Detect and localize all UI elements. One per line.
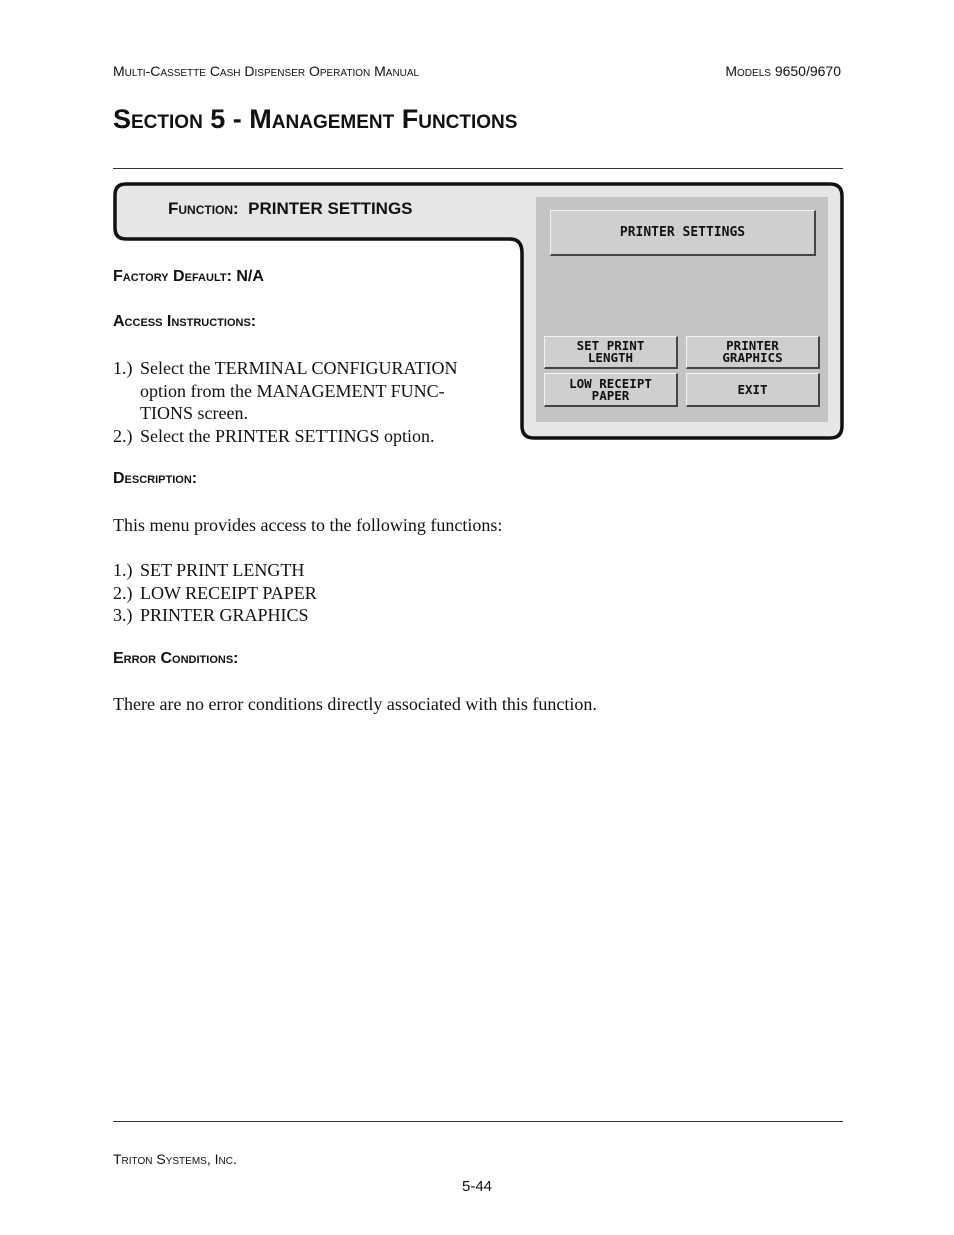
- list-item: [113, 357, 488, 425]
- list-item: [113, 604, 513, 627]
- function-name: PRINTER SETTINGS: [248, 199, 413, 218]
- list-text: LOW RECEIPT PAPER: [140, 582, 317, 603]
- running-header-models: Models 9650/9670: [725, 63, 841, 79]
- atm-screen: [536, 197, 828, 422]
- errors-text: There are no error conditions directly associated with this function.: [113, 694, 597, 714]
- screen-title-printer-settings: PRINTER SETTINGS: [550, 210, 816, 256]
- screen-button-low-receipt-paper[interactable]: LOW RECEIPT PAPER: [544, 373, 678, 407]
- access-steps: [113, 357, 488, 447]
- errors-heading: Error Conditions:: [113, 650, 239, 667]
- list-text: PRINTER GRAPHICS: [140, 605, 309, 625]
- factory-default-value: N/A: [236, 268, 264, 285]
- list-text: Select the PRINTER SETTINGS option.: [140, 425, 435, 446]
- list-item: [113, 559, 513, 582]
- screen-button-printer-graphics[interactable]: PRINTER GRAPHICS: [686, 336, 820, 369]
- function-label: Function:: [168, 199, 239, 218]
- access-heading: Access Instructions:: [113, 313, 257, 330]
- page-number: 5-44: [461, 1178, 493, 1195]
- list-text: Select the TERMINAL CONFIGURATION option from the MANAGEMENT FUNC-TIONS screen.: [140, 358, 458, 423]
- list-number: 1.): [113, 560, 133, 580]
- screen-button-set-print-length[interactable]: SET PRINT LENGTH: [544, 336, 678, 369]
- running-header-title: Multi-Cassette Cash Dispenser Operation Manual: [113, 63, 420, 79]
- description-items: [113, 559, 513, 627]
- list-number: 1.): [113, 358, 133, 378]
- screen-button-exit[interactable]: EXIT: [686, 373, 820, 407]
- footer-divider: [113, 1121, 843, 1122]
- list-item: [113, 582, 513, 605]
- list-text: SET PRINT LENGTH: [140, 560, 305, 580]
- list-number: 2.): [113, 425, 133, 446]
- function-title: [168, 199, 413, 219]
- factory-default-label: Factory Default:: [113, 268, 232, 285]
- section-title: Section 5 - Management Functions: [113, 104, 518, 134]
- description-intro: This menu provides access to the following functions:: [113, 515, 503, 535]
- header-divider: [113, 168, 843, 169]
- description-heading: Description:: [113, 470, 198, 487]
- list-number: 3.): [113, 605, 133, 625]
- list-item: [113, 425, 488, 448]
- footer-company: Triton Systems, Inc.: [113, 1151, 237, 1167]
- list-number: 2.): [113, 582, 133, 603]
- factory-default: [113, 268, 264, 286]
